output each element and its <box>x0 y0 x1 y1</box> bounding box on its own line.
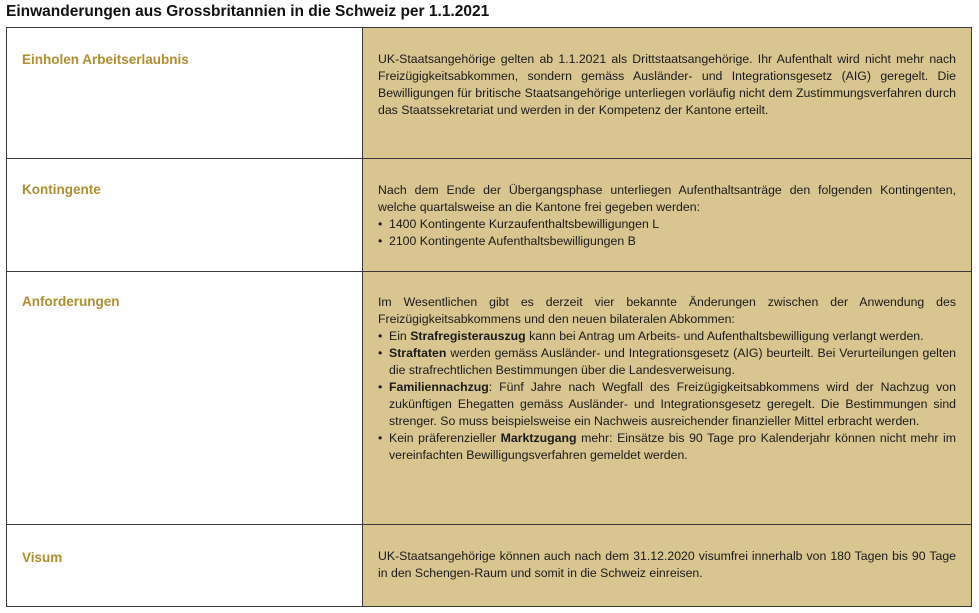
list-item-text: 1400 Kontingente Kurzaufenthaltsbewilligungen L <box>389 217 660 231</box>
row-text <box>378 294 956 464</box>
info-table <box>6 27 972 607</box>
document-title: Einwanderungen aus Grossbritannien in die Schweiz per 1.1.2021 <box>6 3 490 20</box>
row-content-cell <box>363 159 971 271</box>
list-item-after: mehr: Einsätze bis 90 Tage pro Kalenderjahr können nicht mehr im vereinfachten Bewilligungsverfahren gemeldet werden. <box>389 431 956 462</box>
row-label: Visum <box>22 550 63 565</box>
row-text <box>378 548 956 582</box>
list-item <box>378 216 956 233</box>
paragraph: UK-Staatsangehörige können auch nach dem 31.12.2020 visumfrei innerhalb von 180 Tagen bis 90 Tage in den Schengen-Raum und somit in die Schweiz einreisen. <box>378 549 956 580</box>
list-item <box>378 345 956 379</box>
row-content-cell <box>363 28 971 158</box>
list-item <box>378 328 956 345</box>
list-item <box>378 379 956 430</box>
list-item-before: Kein präferenzieller <box>389 431 501 445</box>
paragraph: Nach dem Ende der Übergangsphase unterliegen Aufenthaltsanträge den folgenden Kontingenten, welche quartalsweise an die Kantone frei gegeben werden: <box>378 183 956 214</box>
list-item-keyword: Familiennachzug <box>389 380 489 394</box>
bullet-icon: • <box>378 329 383 343</box>
row-text <box>378 182 956 250</box>
bullet-list <box>378 216 956 250</box>
list-item-keyword: Strafregisterauszug <box>410 329 526 343</box>
list-item-after: kann bei Antrag um Arbeits- und Aufenthaltsbewilligung verlangt werden. <box>525 329 924 343</box>
list-item-after: : Fünf Jahre nach Wegfall des Freizügigkeitsabkommens wird der Nachzug von zukünftigen Ehegatten gemäss Ausländer- und Integrationsgesetz geregelt. Die Bestimmungen sind strenger. So muss beispielsweise ein Nachweis ausreichender finanzieller Mittel erbracht werden. <box>389 380 956 428</box>
row-label-cell <box>7 28 363 158</box>
row-label: Kontingente <box>22 182 101 197</box>
row-label: Anforderungen <box>22 294 120 309</box>
bullet-icon: • <box>378 234 383 248</box>
paragraph: Im Wesentlichen gibt es derzeit vier bekannte Änderungen zwischen der Anwendung des Freizügigkeitsabkommens und den neuen bilateralen Abkommen: <box>378 295 956 326</box>
list-item-after: werden gemäss Ausländer- und Integrationsgesetz (AIG) beurteilt. Bei Verurteilungen gelten die strafrechtlichen Bestimmungen über die Landesverweisung. <box>389 346 956 377</box>
list-item-text: 2100 Kontingente Aufenthaltsbewilligungen B <box>389 234 636 248</box>
bullet-icon: • <box>378 380 383 394</box>
table-row-anforderungen <box>7 272 971 525</box>
list-item-keyword: Straftaten <box>389 346 447 360</box>
list-item-before: Ein <box>389 329 411 343</box>
row-text <box>378 51 956 119</box>
list-item <box>378 430 956 464</box>
row-label-cell <box>7 272 363 524</box>
table-row-visum <box>7 525 971 606</box>
table-row-arbeitserlaubnis <box>7 28 971 159</box>
bullet-icon: • <box>378 217 383 231</box>
bullet-list <box>378 328 956 464</box>
row-label: Einholen Arbeitserlaubnis <box>22 52 189 67</box>
paragraph: UK-Staatsangehörige gelten ab 1.1.2021 als Drittstaatsangehörige. Ihr Aufenthalt wird nicht mehr nach Freizügigkeitsabkommen, sondern gemäss Ausländer- und Integrationsgesetz (AIG) geregelt. Die Bewilligungen für britische Staatsangehörige unterliegen vorläufig nicht dem Zustimmungsverfahren durch das Staatssekretariat und werden in der Kompetenz der Kantone erteilt. <box>378 52 956 117</box>
bullet-icon: • <box>378 346 383 360</box>
row-content-cell <box>363 272 971 524</box>
row-label-cell <box>7 159 363 271</box>
table-row-kontingente <box>7 159 971 272</box>
list-item <box>378 233 956 250</box>
list-item-keyword: Marktzugang <box>500 431 577 445</box>
bullet-icon: • <box>378 431 383 445</box>
row-content-cell <box>363 525 971 606</box>
row-label-cell <box>7 525 363 606</box>
